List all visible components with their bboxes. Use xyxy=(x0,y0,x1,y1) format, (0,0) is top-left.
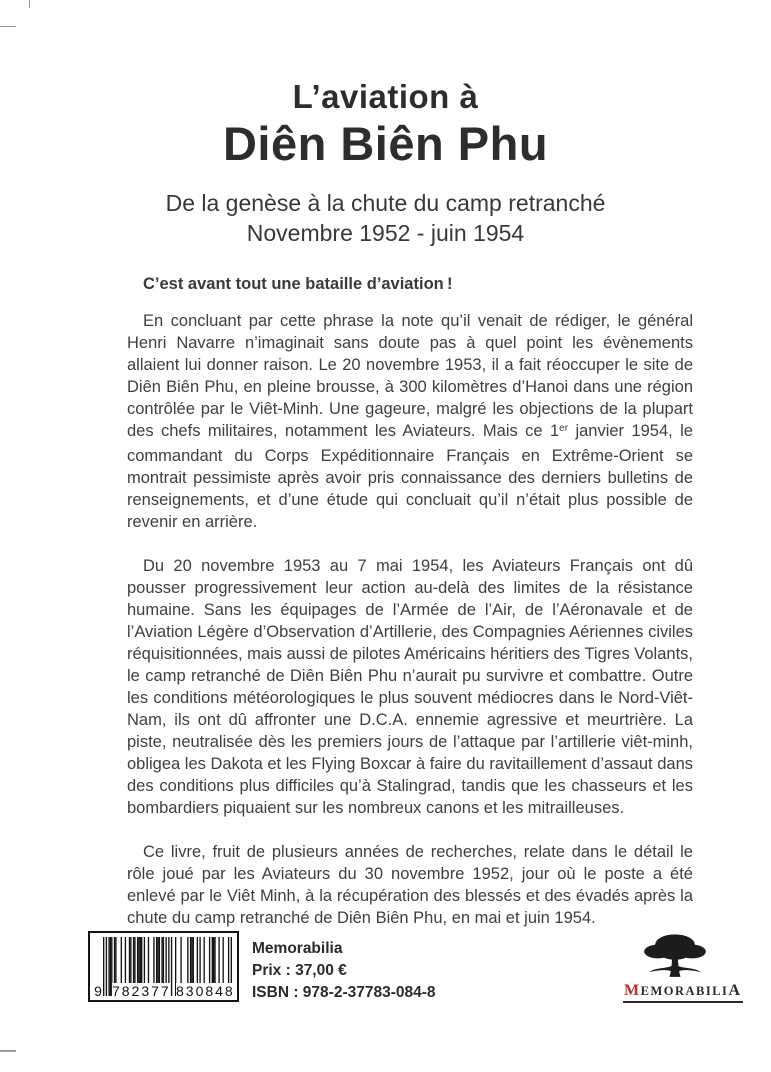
ordinal-superscript: er xyxy=(559,423,569,434)
price-line: Prix : 37,00 € xyxy=(252,962,347,979)
title-block xyxy=(0,0,771,248)
footer-block xyxy=(0,931,771,1004)
subtitle-line2: Novembre 1952 - juin 1954 xyxy=(246,220,525,246)
barcode-digits-left-group: 782377 xyxy=(112,983,171,999)
paragraph-1-text-continued: janvier 1954, le commandant du Corps Expéditionnaire Français en Extrême-Orient se montrait pessimiste après avoir pris connaissance des derniers bulletins de renseignements, et d’une étude qui concluait qu’il n’était plus possible de revenir en arrière. xyxy=(127,422,693,531)
paragraph-3: Ce livre, fruit de plusieurs années de recherches, relate dans le détail le rôle joué par les Aviateurs du 30 novembre 1952, jour où le poste a été enlevé par le Viêt Minh, à la récupération des blessés et des évadés après la chute du camp retranché de Diên Biên Phu, en mai et juin 1954. xyxy=(127,843,693,927)
logo-initial-letter: M xyxy=(624,982,641,999)
publisher-logo xyxy=(623,931,742,1003)
publisher-name: Memorabilia xyxy=(252,940,343,957)
paragraph-2: Du 20 novembre 1953 au 7 mai 1954, les Aviateurs Français ont dû pousser progressivement leur action au-delà des limites de la résistance humaine. Sans les équipages de l’Armée de l’Air, de l’Aéronavale et de l’Aviation Légère d’Observation d’Artillerie, des Compagnies Aériennes civiles réquisitionnées, mais aussi de pilotes Américains héritiers des Tigres Volants, le camp retranché de Diên Biên Phu n’aurait pu survivre et combattre. Outre les conditions météorologiques le plus souvent médiocres dans le Nord-Viêt-Nam, ils ont dû affronter une D.C.A. ennemie agressive et meurtrière. La piste, neutralisée dès les premiers jours de l’attaque par l’artillerie viêt-minh, obligea les Dakota et les Flying Boxcar à faire du ravitaillement d’assaut dans des conditions plus difficiles qu’à Stalingrad, tandis que les chasseurs et les bombardiers piquaient sur les nombreux canons et les mitrailleuses. xyxy=(127,557,693,817)
barcode-digit-first: 9 xyxy=(94,983,102,999)
barcode-digits-right-group: 830848 xyxy=(176,983,235,999)
back-cover-text xyxy=(127,273,693,929)
logo-final-letter: A xyxy=(728,982,742,999)
publisher-logo-wordmark xyxy=(623,982,743,1003)
isbn-barcode xyxy=(88,931,239,1002)
logo-middle-letters: EMORABILI xyxy=(640,984,729,998)
crop-mark-top-vertical xyxy=(29,0,30,8)
subtitle-line1: De la genèse à la chute du camp retranché xyxy=(165,190,606,216)
crop-mark-bottom-horizontal xyxy=(0,1050,16,1052)
tree-icon xyxy=(632,933,718,981)
crop-mark-top-horizontal xyxy=(0,26,16,27)
publisher-info xyxy=(252,931,436,1004)
paragraph-1 xyxy=(127,310,693,533)
lead-sentence: C’est avant tout une bataille d’aviation ! xyxy=(143,275,453,293)
isbn-line: ISBN : 978-2-37783-084-8 xyxy=(252,984,436,1001)
book-subtitle xyxy=(0,188,771,248)
book-title-line1: L’aviation à xyxy=(292,78,479,115)
book-title-line2: Diên Biên Phu xyxy=(222,117,549,170)
paragraph-1-text: En concluant par cette phrase la note qu’il venait de rédiger, le général Henri Navarre n’imaginait sans doute pas à quel point les évènements allaient lui donner raison. Le 20 novembre 1953, il a fait réoccuper le site de Diên Biên Phu, en pleine brousse, à 300 kilomètres d’Hanoi dans une région contrôlée par le Viêt-Minh. Une gageure, malgré les objections de la plupart des chefs militaires, notamment les Aviateurs. Mais ce 1 xyxy=(127,312,693,440)
